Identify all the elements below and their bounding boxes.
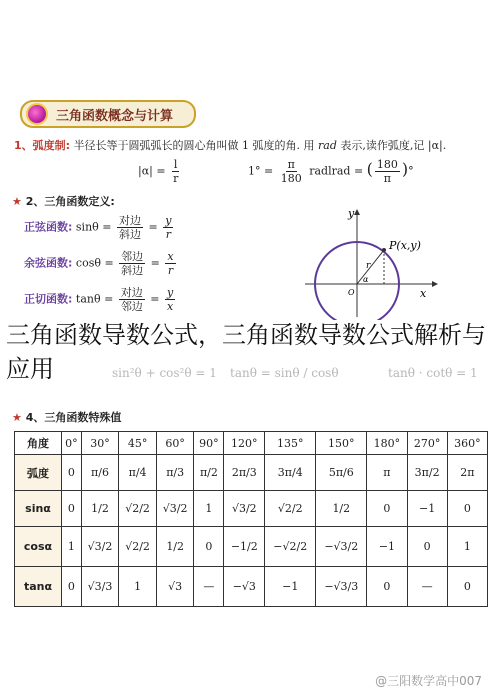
cos-num2: x <box>167 250 174 263</box>
table-header-cell: 30° <box>81 432 119 455</box>
table-header-cell: 270° <box>407 432 447 455</box>
ghost-identity-mid: tanθ = sinθ / cosθ <box>230 366 339 380</box>
sin-definition: 正弦函数: sinθ = $\frac{\text{对边}}{\text{斜边}}$ = $\frac{y}{r}$ <box>24 214 172 241</box>
unit-circle-diagram <box>300 205 450 320</box>
cos-frac-vars <box>165 250 175 277</box>
table-cell: √2/2 <box>119 527 157 567</box>
radian-formula <box>138 158 182 185</box>
table-header-cell: 120° <box>224 432 265 455</box>
section1-text: 半径长等于圆弧弧长的圆心角叫做 1 弧度的角. 用 <box>73 139 315 152</box>
table-cell: 0 <box>407 527 447 567</box>
table-header-cell: 360° <box>447 432 487 455</box>
table-cell: −1 <box>407 491 447 527</box>
table-cell: −√3 <box>224 567 265 607</box>
table-cell: π/3 <box>156 455 194 491</box>
table-cell: 1/2 <box>81 491 119 527</box>
cos-frac-words <box>119 250 145 277</box>
cos-name: 余弦函数: <box>24 256 73 270</box>
table-cell: 0 <box>62 455 82 491</box>
sin-frac-words <box>117 214 143 241</box>
frac-l: l <box>173 158 178 171</box>
tan-name: 正切函数: <box>24 292 73 306</box>
table-cell: 1 <box>62 527 82 567</box>
section4-label: 4、三角函数特殊值 <box>25 411 122 424</box>
section1-label: 1、弧度制: <box>14 139 71 152</box>
tan-num2: y <box>167 286 174 299</box>
alpha-label: α <box>363 275 369 284</box>
table-cell: 2π <box>447 455 487 491</box>
table-cell: −√3/2 <box>316 527 367 567</box>
table-cell: 0 <box>367 567 407 607</box>
180-over-pi <box>375 158 400 185</box>
table-cell: 2π/3 <box>224 455 265 491</box>
table-cell: 0 <box>62 491 82 527</box>
table-cell: π/4 <box>119 455 157 491</box>
ghost-identity-left: sin²θ + cos²θ = 1 <box>112 366 217 380</box>
sin-frac-vars <box>163 214 173 241</box>
table-header-cell: 90° <box>194 432 224 455</box>
table-header-cell: 0° <box>62 432 82 455</box>
x-axis-arrow-icon <box>432 281 438 287</box>
row-label: tanα <box>15 567 62 607</box>
section1-text2: 表示,读作弧度,记 |α|. <box>340 139 447 152</box>
table-cell: 1 <box>194 491 224 527</box>
sin-den1: 斜边 <box>119 228 141 241</box>
sin-den2: r <box>165 228 171 241</box>
table-cell: √2/2 <box>119 491 157 527</box>
cos-den1: 斜边 <box>121 264 144 277</box>
overlay-title: 三角函数导数公式，三角函数导数公式解析与应用 <box>6 321 486 383</box>
table-cell: 0 <box>62 567 82 607</box>
deg-sym: ° <box>408 164 414 178</box>
table-cell: π/6 <box>81 455 119 491</box>
alpha-abs: |α| = <box>138 164 166 178</box>
table-cell: 3π/4 <box>265 455 316 491</box>
table-cell: 0 <box>447 491 487 527</box>
star-icon: ★ <box>12 195 22 208</box>
banner-ball-icon <box>26 103 48 125</box>
table-cell: −√3/3 <box>316 567 367 607</box>
row-label: sinα <box>15 491 62 527</box>
table-cell: √3/2 <box>224 491 265 527</box>
table-cell: — <box>194 567 224 607</box>
p-label: P(x,y) <box>389 239 421 252</box>
pi-over-180 <box>279 158 304 185</box>
table-cell: 1/2 <box>156 527 194 567</box>
ghost-identity-right: tanθ · cotθ = 1 <box>388 366 478 380</box>
table-cell: π/2 <box>194 455 224 491</box>
section4-heading <box>12 409 121 425</box>
table-header-cell: 180° <box>367 432 407 455</box>
section-banner <box>20 100 196 128</box>
table-header-cell: 45° <box>119 432 157 455</box>
sin-num2: y <box>165 214 172 227</box>
table-cell: 0 <box>367 491 407 527</box>
section2-heading <box>12 193 115 209</box>
table-cell: 1 <box>447 527 487 567</box>
table-cell: 0 <box>447 567 487 607</box>
table-cell: — <box>407 567 447 607</box>
special-values-table <box>14 431 488 607</box>
table-cell: √3 <box>156 567 194 607</box>
x-label: x <box>420 287 427 300</box>
deg-1: 1° = <box>248 164 274 178</box>
y-axis-arrow-icon <box>354 209 360 215</box>
table-cell: √2/2 <box>265 491 316 527</box>
frac-r: r <box>173 172 179 185</box>
cos-expr: cosθ = <box>75 256 114 270</box>
tan-frac-words <box>119 286 145 313</box>
sin-expr: sinθ = <box>75 220 112 234</box>
rad-symbol: rad <box>318 139 337 152</box>
row-label: 弧度 <box>15 455 62 491</box>
l-over-r <box>171 158 180 185</box>
table-cell: √3/2 <box>156 491 194 527</box>
y-label: y <box>348 207 355 220</box>
row-label: cosα <box>15 527 62 567</box>
frac-pib: π <box>383 172 392 185</box>
table-cell: √3/2 <box>81 527 119 567</box>
table-cell: 1 <box>119 567 157 607</box>
tan-expr: tanθ = <box>75 292 114 306</box>
cos-num1: 邻边 <box>121 250 144 263</box>
table-header-cell: 150° <box>316 432 367 455</box>
cos-definition: 余弦函数: cosθ = $\frac{\text{邻边}}{\text{斜边}}$ = $\frac{x}{r}$ <box>24 250 174 277</box>
table-cell: 3π/2 <box>407 455 447 491</box>
frac-180: 180 <box>280 172 302 185</box>
point-p <box>382 248 386 252</box>
degree-conversion: 1° = $\frac{\pi}{180}$ radlrad = ( $\frac{180}{\pi}$ )° <box>248 158 414 185</box>
table-header-cell: 60° <box>156 432 194 455</box>
table-row <box>15 455 488 491</box>
table-header-cell: 角度 <box>15 432 62 455</box>
r-label: r <box>366 261 371 271</box>
table-cell: 0 <box>194 527 224 567</box>
tan-den1: 邻边 <box>120 300 143 313</box>
o-label: O <box>348 288 355 297</box>
radius-line <box>357 250 384 284</box>
radian-definition <box>14 138 484 154</box>
table-header-row <box>15 432 488 455</box>
tan-frac-vars <box>165 286 175 313</box>
table-cell: −1/2 <box>224 527 265 567</box>
table-row <box>15 491 488 527</box>
frac-pi: π <box>287 158 295 171</box>
sin-name: 正弦函数: <box>24 220 73 234</box>
table-row <box>15 567 488 607</box>
table-cell: −1 <box>265 567 316 607</box>
star-icon-2: ★ <box>12 411 22 424</box>
table-cell: 5π/6 <box>316 455 367 491</box>
tan-definition: 正切函数: tanθ = $\frac{\text{对边}}{\text{邻边}}$ = $\frac{y}{x}$ <box>24 286 174 313</box>
table-cell: √3/3 <box>81 567 119 607</box>
banner-title: 三角函数概念与计算 <box>56 108 174 124</box>
table-cell: −1 <box>367 527 407 567</box>
table-cell: π <box>367 455 407 491</box>
watermark: @三阳数学高中007 <box>375 674 482 688</box>
table-cell: 1/2 <box>316 491 367 527</box>
table-row <box>15 527 488 567</box>
tan-den2: x <box>167 300 174 313</box>
tan-num1: 对边 <box>120 286 143 299</box>
frac-180b: 180 <box>376 158 398 171</box>
table-cell: −√2/2 <box>265 527 316 567</box>
cos-den2: r <box>167 264 174 277</box>
radlrad-text: radlrad = <box>309 164 364 178</box>
sin-num1: 对边 <box>119 214 141 227</box>
table-header-cell: 135° <box>265 432 316 455</box>
section2-label: 2、三角函数定义: <box>25 195 115 208</box>
